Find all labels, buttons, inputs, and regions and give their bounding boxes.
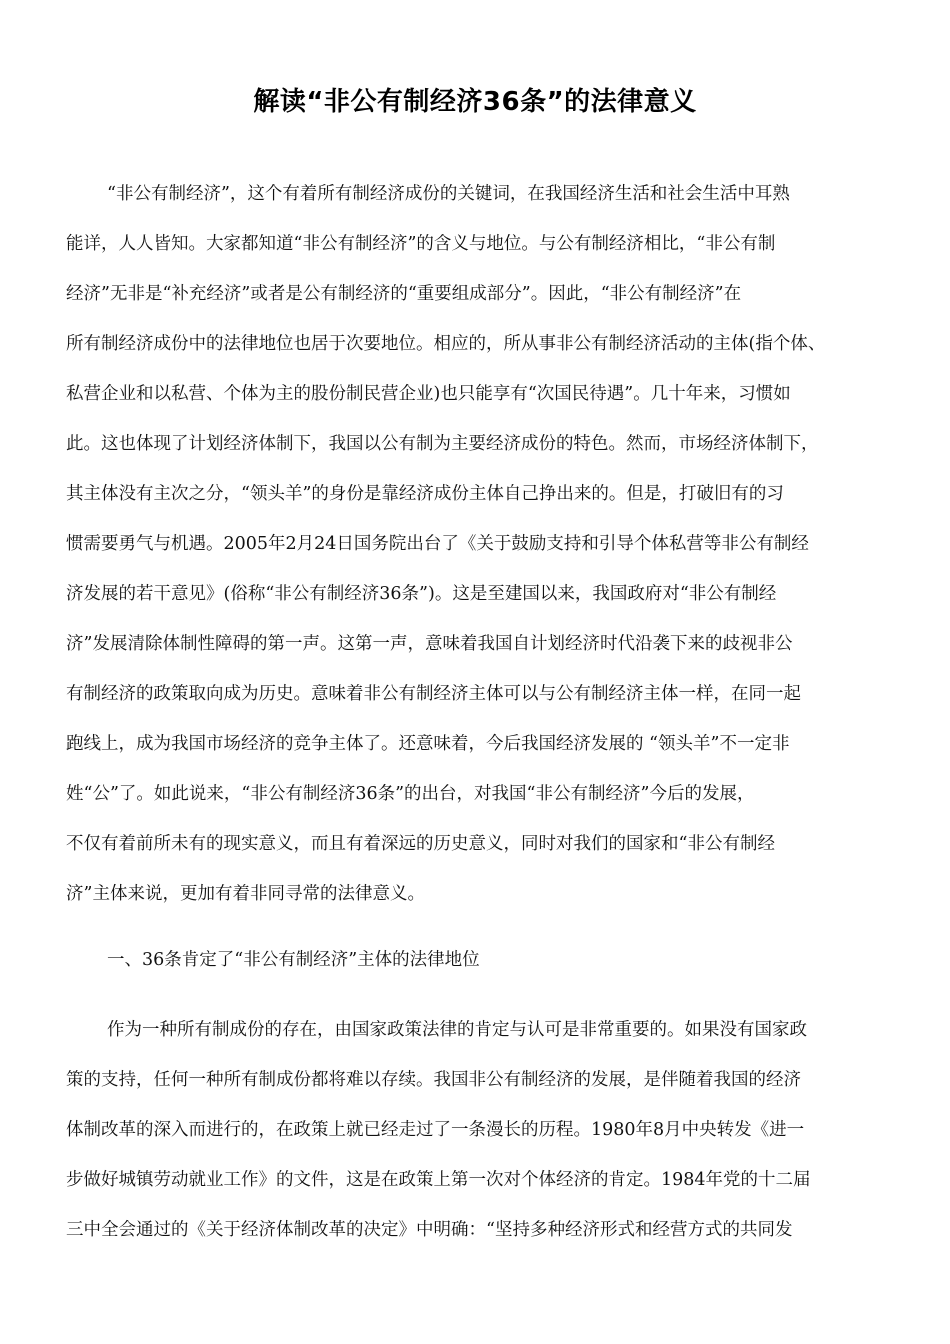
paragraph-1-line-2: 能详，人人皆知。大家都知道“非公有制经济”的含义与地位。与公有制经济相比，“非公有制 bbox=[66, 234, 776, 254]
paragraph-2-line-5: 三中全会通过的《关于经济体制改革的决定》中明确：“坚持多种经济形式和经营方式的共同发 bbox=[66, 1220, 793, 1240]
paragraph-2-line-4: 步做好城镇劳动就业工作》的文件，这是在政策上第一次对个体经济的肯定。1984年党的十二届 bbox=[66, 1170, 811, 1190]
paragraph-1-line-8: 惯需要勇气与机遇。2005年2月24日国务院出台了《关于鼓励支持和引导个体私营等非公有制经 bbox=[66, 534, 809, 554]
paragraph-1-line-3: 经济”无非是“补充经济”或者是公有制经济的“重要组成部分”。因此，“非公有制经济”在 bbox=[66, 284, 742, 304]
paragraph-1-line-12: 跑线上，成为我国市场经济的竞争主体了。还意味着，今后我国经济发展的 “领头羊”不一定非 bbox=[66, 734, 790, 754]
paragraph-1-line-15: 济”主体来说，更加有着非同寻常的法律意义。 bbox=[66, 884, 425, 904]
paragraph-2-line-1: 作为一种所有制成份的存在，由国家政策法律的肯定与认可是非常重要的。如果没有国家政 bbox=[107, 1020, 807, 1040]
paragraph-1-line-1: “非公有制经济”，这个有着所有制经济成份的关键词，在我国经济生活和社会生活中耳熟 bbox=[107, 184, 790, 204]
paragraph-1-line-4: 所有制经济成份中的法律地位也居于次要地位。相应的，所从事非公有制经济活动的主体(指个体、 bbox=[66, 334, 826, 354]
paragraph-1-line-14: 不仅有着前所未有的现实意义，而且有着深远的历史意义，同时对我们的国家和“非公有制经 bbox=[66, 834, 775, 854]
paragraph-2-line-2: 策的支持，任何一种所有制成份都将难以存续。我国非公有制经济的发展，是伴随着我国的经济 bbox=[66, 1070, 801, 1090]
paragraph-1-line-11: 有制经济的政策取向成为历史。意味着非公有制经济主体可以与公有制经济主体一样，在同一起 bbox=[66, 684, 801, 704]
paragraph-1-line-7: 其主体没有主次之分，“领头羊”的身份是靠经济成份主体自己挣出来的。但是，打破旧有的习 bbox=[66, 484, 784, 504]
paragraph-1-line-10: 济”发展清除体制性障碍的第一声。这第一声，意味着我国自计划经济时代沿袭下来的歧视非公 bbox=[66, 634, 793, 654]
document-title: 解读“非公有制经济36条”的法律意义 bbox=[253, 87, 697, 117]
paragraph-1-line-5: 私营企业和以私营、个体为主的股份制民营企业)也只能享有“次国民待遇”。几十年来，习惯如 bbox=[66, 384, 791, 404]
paragraph-1-line-6: 此。这也体现了计划经济体制下，我国以公有制为主要经济成份的特色。然而，市场经济体制下， bbox=[66, 434, 819, 454]
paragraph-1-line-13: 姓“公”了。如此说来，“非公有制经济36条”的出台，对我国“非公有制经济”今后的发展， bbox=[66, 784, 755, 804]
paragraph-1-line-9: 济发展的若干意见》(俗称“非公有制经济36条”)。这是至建国以来，我国政府对“非公有制经 bbox=[66, 584, 777, 604]
section-heading: 一、36条肯定了“非公有制经济”主体的法律地位 bbox=[107, 950, 480, 970]
paragraph-2-line-3: 体制改革的深入而进行的，在政策上就已经走过了一条漫长的历程。1980年8月中央转发《进一 bbox=[66, 1120, 805, 1140]
